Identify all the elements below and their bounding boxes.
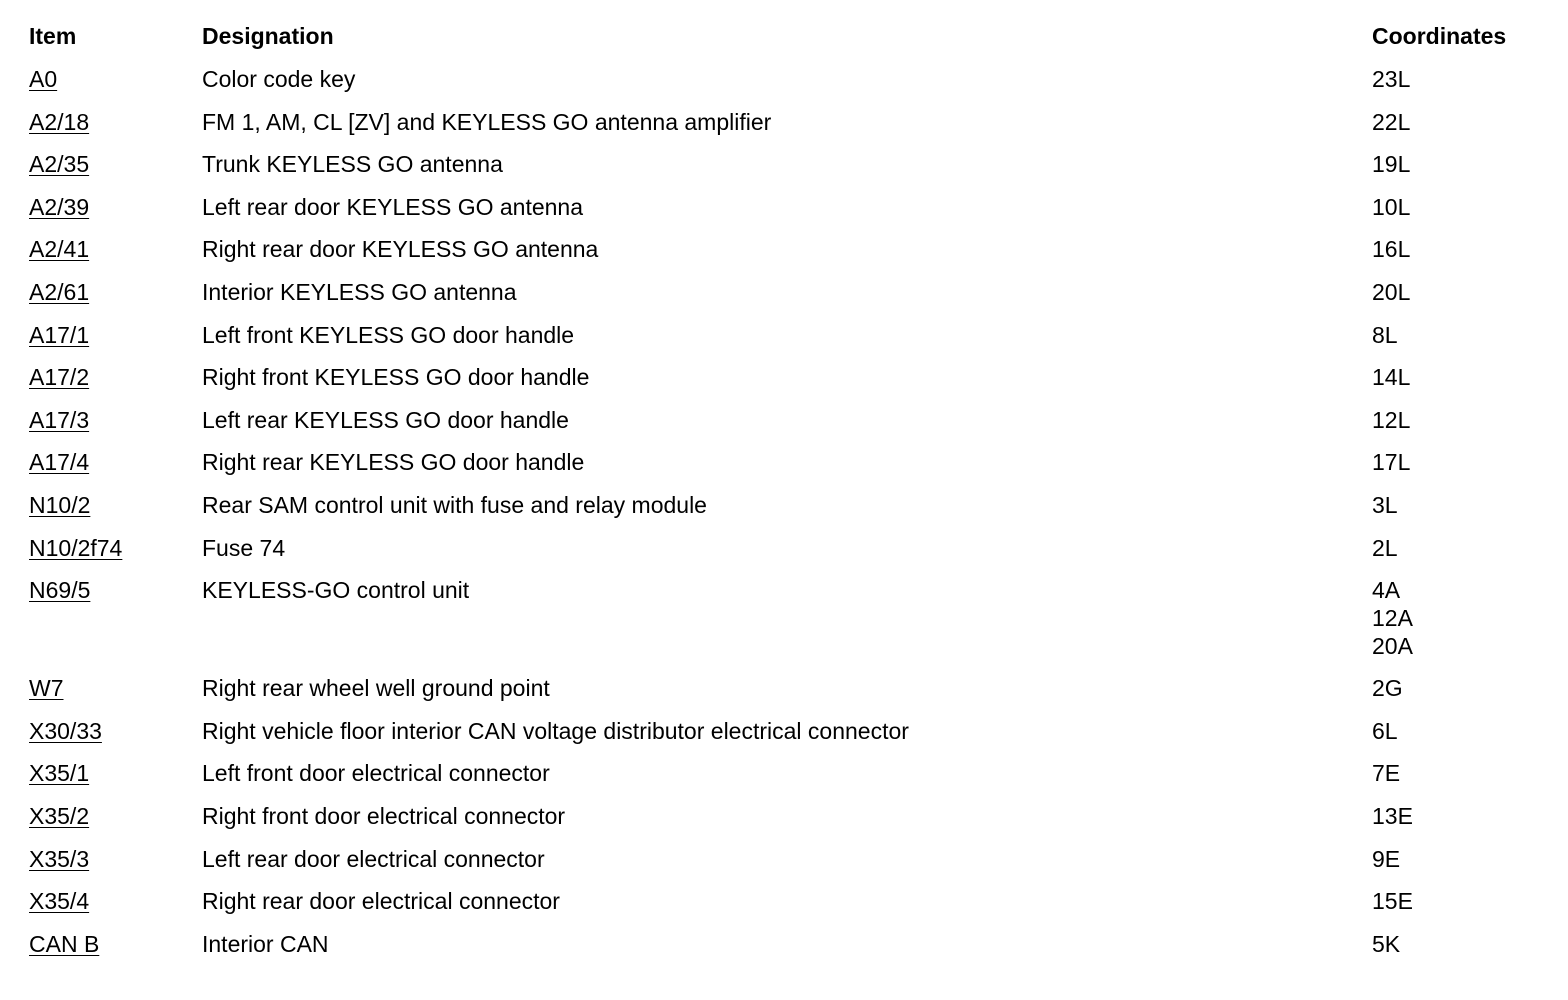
designation-text: Right vehicle floor interior CAN voltage distributor electrical connector	[202, 717, 909, 744]
coordinates-cell	[1372, 491, 1398, 519]
designation-text: Right rear door electrical connector	[202, 888, 560, 915]
coordinates-cell	[1372, 802, 1413, 830]
coordinate-value: 23L	[1372, 66, 1411, 92]
item-link[interactable]: N10/2	[29, 491, 91, 518]
coordinate-value: 8L	[1372, 321, 1398, 348]
table-row	[29, 717, 1549, 760]
table-row	[29, 674, 1549, 717]
table-row	[29, 448, 1549, 491]
designation-text: Left rear KEYLESS GO door handle	[202, 406, 569, 433]
item-link[interactable]: A2/39	[29, 193, 90, 220]
coordinates-cell	[1372, 150, 1410, 178]
table-body	[29, 65, 1549, 972]
designation-text: Right front KEYLESS GO door handle	[202, 364, 590, 391]
coordinates-cell	[1372, 363, 1410, 391]
table-row	[29, 193, 1549, 236]
coordinate-value: 3L	[1372, 491, 1398, 518]
table-row	[29, 930, 1549, 973]
table-row	[29, 845, 1549, 888]
coordinate-value: 2L	[1372, 534, 1398, 561]
table-row	[29, 406, 1549, 449]
item-link[interactable]: X30/33	[29, 717, 102, 744]
coordinate-value: 17L	[1372, 449, 1411, 476]
coordinate-value: 14L	[1372, 364, 1411, 391]
header-coordinates: Coordinates	[1372, 23, 1507, 49]
coordinates-cell	[1372, 887, 1413, 915]
designation-text: FM 1, AM, CL [ZV] and KEYLESS GO antenna amplifier	[202, 108, 772, 135]
item-link[interactable]: A2/61	[29, 278, 90, 305]
header-item: Item	[29, 23, 77, 49]
coordinates-cell	[1372, 406, 1410, 434]
table-row	[29, 491, 1549, 534]
coordinates-cell	[1372, 674, 1403, 702]
coordinate-value: 4A	[1372, 577, 1401, 604]
item-link[interactable]: X35/1	[29, 760, 90, 787]
coordinate-value: 16L	[1372, 236, 1411, 263]
table-row	[29, 108, 1549, 151]
item-link[interactable]: A17/1	[29, 321, 90, 348]
table-row	[29, 887, 1549, 930]
coordinate-value: 9E	[1372, 845, 1401, 872]
item-link[interactable]: A0	[29, 66, 58, 92]
coordinates-cell	[1372, 448, 1410, 476]
table-row	[29, 363, 1549, 406]
coordinate-value: 10L	[1372, 193, 1411, 220]
item-link[interactable]: X35/3	[29, 845, 90, 872]
coordinates-cell	[1372, 65, 1410, 93]
designation-text: Left rear door electrical connector	[202, 845, 545, 872]
item-link[interactable]: X35/4	[29, 888, 90, 915]
item-link[interactable]: A2/18	[29, 108, 90, 135]
item-link[interactable]: A17/4	[29, 449, 90, 476]
table-header	[29, 22, 1549, 50]
coordinates-cell	[1372, 278, 1410, 306]
coordinates-cell	[1372, 717, 1398, 745]
designation-text: Trunk KEYLESS GO antenna	[202, 151, 503, 178]
designation-text: Interior CAN	[202, 930, 329, 957]
table-row	[29, 534, 1549, 577]
item-link[interactable]: A17/2	[29, 364, 90, 391]
designation-text: Interior KEYLESS GO antenna	[202, 278, 517, 305]
coordinate-value: 20L	[1372, 278, 1411, 305]
item-link[interactable]: A2/35	[29, 151, 90, 178]
table-row	[29, 759, 1549, 802]
coordinate-value: 12L	[1372, 406, 1411, 433]
item-link[interactable]: N10/2f74	[29, 534, 123, 561]
table-row	[29, 802, 1549, 845]
coordinate-value: 7E	[1372, 760, 1401, 787]
designation-text: Rear SAM control unit with fuse and relay module	[202, 491, 707, 518]
designation-text: Right front door electrical connector	[202, 802, 566, 829]
table-row	[29, 65, 1549, 108]
coordinate-value: 13E	[1372, 802, 1413, 829]
designation-text: Color code key	[202, 66, 356, 92]
coordinates-cell	[1372, 193, 1410, 221]
coordinates-cell	[1372, 321, 1398, 349]
coordinate-value: 12A	[1372, 605, 1413, 632]
item-link[interactable]: A17/3	[29, 406, 90, 433]
coordinates-cell	[1372, 759, 1400, 787]
coordinates-cell	[1372, 534, 1398, 562]
coordinate-value: 19L	[1372, 151, 1411, 178]
header-designation: Designation	[202, 23, 334, 49]
item-link[interactable]: W7	[29, 675, 64, 702]
designation-text: Right rear door KEYLESS GO antenna	[202, 236, 599, 263]
coordinates-cell	[1372, 108, 1410, 136]
item-link[interactable]: CAN B	[29, 930, 100, 957]
designation-text: Left front door electrical connector	[202, 760, 550, 787]
coordinates-cell	[1372, 235, 1410, 263]
table-row	[29, 321, 1549, 364]
item-link[interactable]: A2/41	[29, 236, 90, 263]
designation-text: Right rear wheel well ground point	[202, 675, 550, 702]
coordinate-value: 5K	[1372, 930, 1401, 957]
table-row	[29, 576, 1549, 674]
coordinate-value: 2G	[1372, 675, 1403, 702]
table-row	[29, 150, 1549, 193]
item-link[interactable]: N69/5	[29, 577, 91, 604]
designation-text: Left rear door KEYLESS GO antenna	[202, 193, 584, 220]
designation-text: Fuse 74	[202, 534, 286, 561]
designation-text: Right rear KEYLESS GO door handle	[202, 449, 585, 476]
designation-text: Left front KEYLESS GO door handle	[202, 321, 575, 348]
table-row	[29, 278, 1549, 321]
coordinate-value: 20A	[1372, 633, 1413, 660]
coordinate-value: 22L	[1372, 108, 1411, 135]
item-link[interactable]: X35/2	[29, 802, 90, 829]
coordinates-cell	[1372, 576, 1413, 660]
coordinate-value: 15E	[1372, 888, 1413, 915]
coordinate-value: 6L	[1372, 717, 1398, 744]
coordinates-cell	[1372, 845, 1400, 873]
designation-text: KEYLESS-GO control unit	[202, 577, 470, 604]
table-row	[29, 235, 1549, 278]
coordinates-cell	[1372, 930, 1400, 958]
